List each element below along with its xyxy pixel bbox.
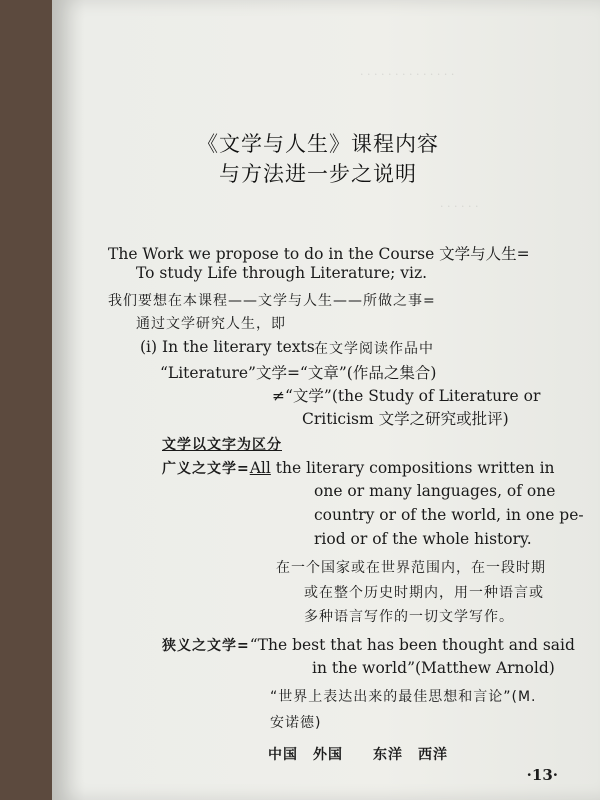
heading-line-1: 《文学与人生》课程内容 [197,132,439,156]
text-line: “Literature”文学=“文章”(作品之集合) [160,364,437,382]
heading-line-2: 与方法进一步之说明 [219,162,417,186]
bleed-through-text: · · · · · · · · · · · · · · [360,68,455,81]
text-line: 或在整个历史时期内，用一种语言或 [304,585,544,601]
text-line: To study Life through Literature; viz. [136,264,428,282]
text-line: (i) In the literary texts [140,338,315,356]
text-line: 安诺德) [270,715,322,731]
text-line [162,458,555,478]
text-line: 我们要想在本课程——文学与人生——所做之事= [108,293,436,309]
text-line [162,635,575,655]
text-line: 通过文学研究人生，即 [136,316,286,332]
text-line: “世界上表达出来的最佳思想和言论”(M. [270,689,537,705]
text-fragment: the literary compositions written in [270,459,555,477]
text-line: 多种语言写作的一切文学写作。 [304,609,514,625]
text-line: riod or of the whole history. [314,530,532,548]
text-line: in the world”(Matthew Arnold) [312,659,555,677]
text-line: 中国 外国 东洋 西洋 [268,747,448,763]
page-number: ·13· [526,766,558,784]
bleed-through-text: · · · · · · [440,200,479,213]
text-line: The Work we propose to do in the Course 文学与人生= [108,245,530,263]
term-label: 广义之文学= [162,461,250,477]
text-line: 在文学阅读作品中 [314,341,434,357]
text-line: Criticism 文学之研究或批评) [302,410,509,428]
text-line: ≠“文学”(the Study of Literature or [272,387,541,405]
term-label: 狭义之文学= [162,638,250,654]
text-line: country or of the world, in one pe- [314,506,584,524]
emphasized-word: All [249,459,271,477]
text-line: 在一个国家或在世界范围内，在一段时期 [276,560,546,576]
text-fragment: “The best that has been thought and said [249,636,575,654]
section-heading: 文学以文字为区分 [162,437,282,453]
text-line: one or many languages, of one [314,482,556,500]
